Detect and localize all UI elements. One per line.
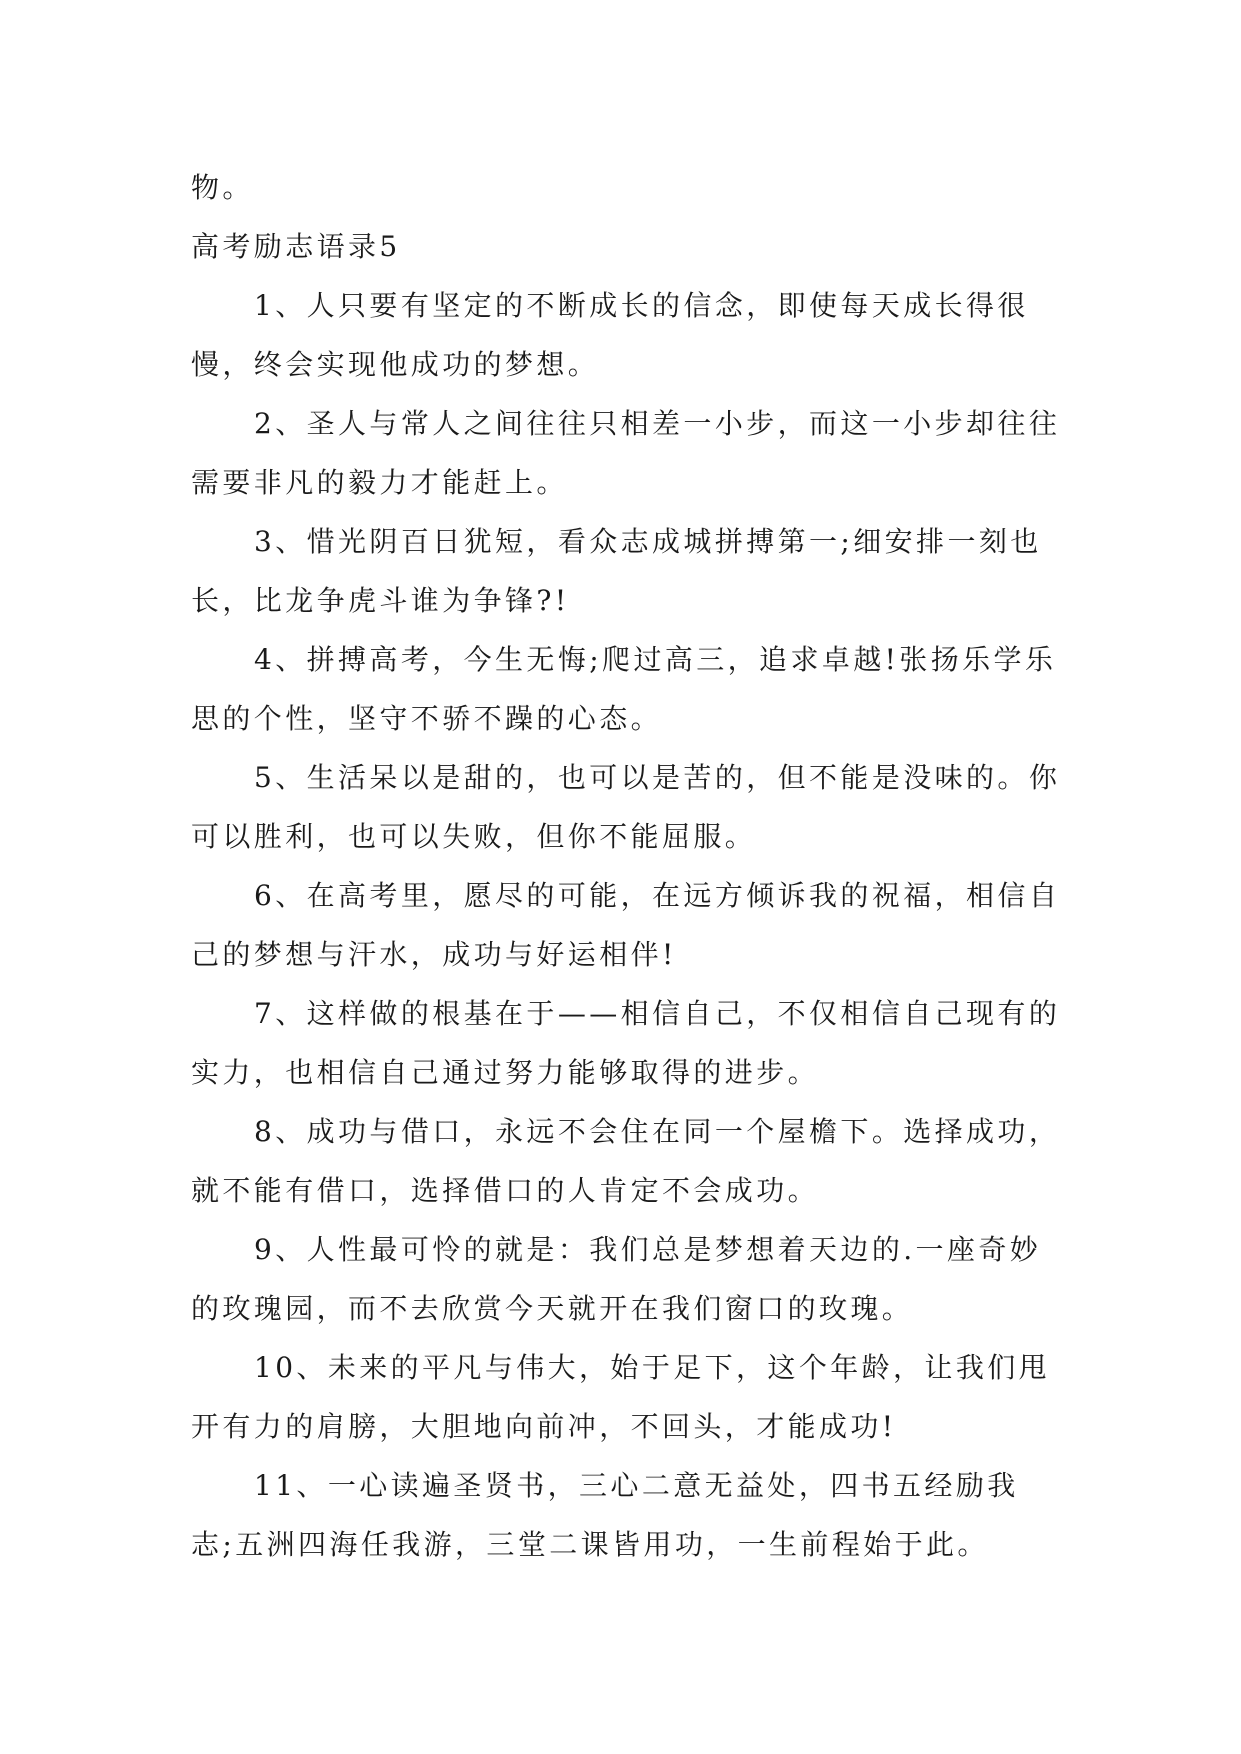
document-body <box>191 158 1061 1574</box>
quote-paragraph: 10、未来的平凡与伟大，始于足下，这个年龄，让我们甩开有力的肩膀，大胆地向前冲，不回头，才能成功! <box>191 1351 1051 1443</box>
section-title: 高考励志语录5 <box>191 230 401 263</box>
quote-paragraph: 2、圣人与常人之间往往只相差一小步，而这一小步却往往需要非凡的毅力才能赶上。 <box>191 407 1061 499</box>
quote-paragraph: 11、一心读遍圣贤书，三心二意无益处，四书五经励我志;五洲四海任我游，三堂二课皆用功，一生前程始于此。 <box>191 1469 1019 1561</box>
quote-paragraph: 8、成功与借口，永远不会住在同一个屋檐下。选择成功，就不能有借口，选择借口的人肯定不会成功。 <box>191 1115 1061 1207</box>
quote-paragraph: 4、拼搏高考，今生无悔;爬过高三，追求卓越!张扬乐学乐思的个性，坚守不骄不躁的心态。 <box>191 643 1057 735</box>
quote-paragraph: 9、人性最可怜的就是：我们总是梦想着天边的.一座奇妙的玫瑰园，而不去欣赏今天就开在我们窗口的玫瑰。 <box>191 1233 1042 1325</box>
continuation-text: 物。 <box>191 171 254 204</box>
quote-paragraph: 3、惜光阴百日犹短，看众志成城拼搏第一;细安排一刻也长，比龙争虎斗谁为争锋?! <box>191 525 1042 617</box>
quote-paragraph: 6、在高考里，愿尽的可能，在远方倾诉我的祝福，相信自己的梦想与汗水，成功与好运相伴! <box>191 879 1061 971</box>
quote-paragraph: 5、生活呆以是甜的，也可以是苦的，但不能是没味的。你可以胜利，也可以失败，但你不能屈服。 <box>191 761 1061 853</box>
quote-paragraph: 7、这样做的根基在于——相信自己，不仅相信自己现有的实力，也相信自己通过努力能够取得的进步。 <box>191 997 1061 1089</box>
quote-paragraph: 1、人只要有坚定的不断成长的信念，即使每天成长得很慢，终会实现他成功的梦想。 <box>191 289 1029 381</box>
